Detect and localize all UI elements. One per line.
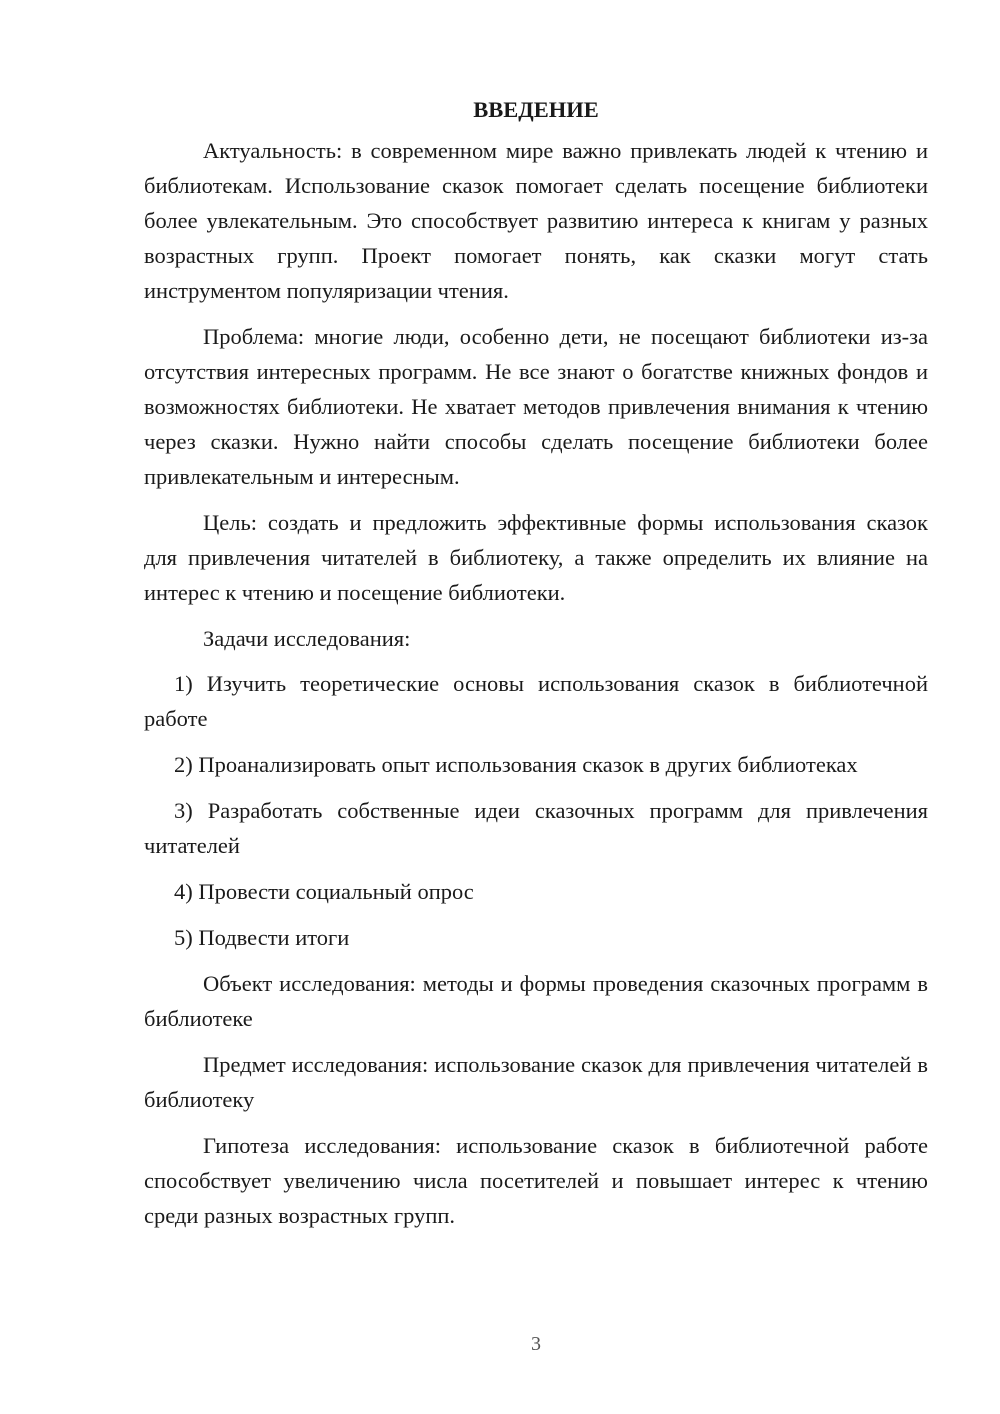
list-item: 5) Подвести итоги <box>174 925 350 950</box>
object-paragraph: Объект исследования: методы и формы проведения сказочных программ в библиотеке <box>144 971 928 1031</box>
goal-paragraph: Цель: создать и предложить эффективные формы использования сказок для привлечения читателей в библиотеку, а также определить их влияние на интерес к чтению и посещение библиотеки. <box>144 510 928 605</box>
list-item: 2) Проанализировать опыт использования сказок в других библиотеках <box>174 752 858 777</box>
hypothesis-paragraph: Гипотеза исследования: использование сказок в библиотечной работе способствует увеличению числа посетителей и повышает интерес к чтению среди разных возрастных групп. <box>144 1133 928 1228</box>
tasks-list <box>144 666 928 955</box>
subject-paragraph: Предмет исследования: использование сказок для привлечения читателей в библиотеку <box>144 1052 928 1112</box>
problem-paragraph: Проблема: многие люди, особенно дети, не посещают библиотеки из-за отсутствия интересных программ. Не все знают о богатстве книжных фондов и возможностях библиотеки. Не хватает методов привлечения внимания к чтению через сказки. Нужно найти способы сделать посещение библиотеки более привлекательным и интересным. <box>144 324 928 489</box>
page-number: 3 <box>531 1333 541 1355</box>
page-title: ВВЕДЕНИЕ <box>473 97 599 122</box>
relevance-paragraph: Актуальность: в современном мире важно привлекать людей к чтению и библиотекам. Использование сказок помогает сделать посещение библиотеки более увлекательным. Это способствует развитию интереса к книгам у разных возрастных групп. Проект помогает понять, как сказки могут стать инструментом популяризации чтения. <box>144 138 928 303</box>
tasks-heading: Задачи исследования: <box>203 626 411 651</box>
list-item: 4) Провести социальный опрос <box>174 879 474 904</box>
list-item: 3) Разработать собственные идеи сказочных программ для привлечения читателей <box>144 798 928 858</box>
document-page <box>144 92 928 1244</box>
list-item: 1) Изучить теоретические основы использования сказок в библиотечной работе <box>144 671 928 731</box>
